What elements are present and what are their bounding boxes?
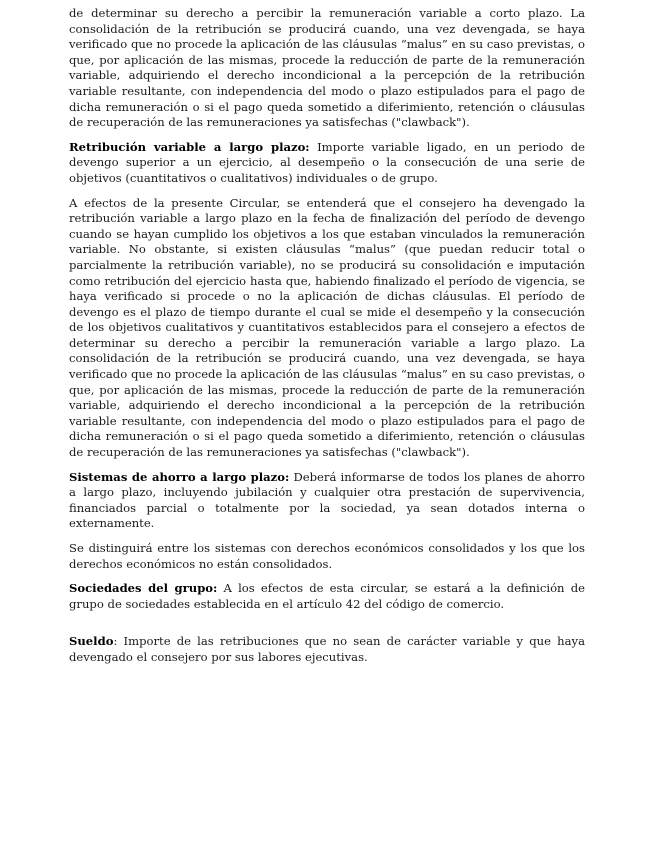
paragraph-salary <box>69 634 585 665</box>
definition-long-term-variable: Importe variable ligado, en un periodo de devengo superior a un ejercicio, al desempeño o la consecución de una serie de objetivos (cuantitativos o cualitativos) individuales o de grupo. <box>69 139 586 185</box>
definition-savings-systems: Deberá informarse de todos los planes de ahorro a largo plazo, incluyendo jubilación y cualquier otra prestación de supervivencia, financiados parcial o totalmente por la sociedad, ya sean dotados interna o externamente. <box>69 469 585 531</box>
paragraph-long-term-variable <box>69 140 585 187</box>
document-page <box>69 6 585 675</box>
term-group-companies: Sociedades del grupo: <box>69 581 218 596</box>
definition-group-companies: A los efectos de esta circular, se estará a la definición de grupo de sociedades establecida en el artículo 42 del código de comercio. <box>69 581 585 611</box>
paragraph-group-companies <box>69 581 585 612</box>
paragraph-short-term-consolidation: de determinar su derecho a percibir la remuneración variable a corto plazo. La consolidación de la retribución se producirá cuando, una vez devengada, se haya verificado que no procede la aplicación de las cláusulas “malus” en su caso previstas, o que, por aplicación de las mismas, procede la reducción de parte de la remuneración variable, adquiriendo el derecho incondicional a la percepción de la retribución variable resultante, con independencia del modo o plazo estipulados para el pago de dicha remuneración o si el pago queda sometido a diferimiento, retención o cláusulas de recuperación de las remuneraciones ya satisfechas ("clawback"). <box>69 6 585 130</box>
term-savings-systems: Sistemas de ahorro a largo plazo: <box>69 469 290 484</box>
paragraph-long-term-accrual: A efectos de la presente Circular, se entenderá que el consejero ha devengado la retribución variable a largo plazo en la fecha de finalización del período de devengo cuando se hayan cumplido los objetivos a los que estaban vinculados la remuneración variable. No obstante, si existen cláusulas “malus” (que puedan reducir total o parcialmente la retribución variable), no se producirá su consolidación e imputación como retribución del ejercicio hasta que, habiendo finalizado el período de vigencia, se haya verificado si procede o no la aplicación de dichas cláusulas. El período de devengo es el plazo de tiempo durante el cual se mide el desempeño y la consecución de los objetivos cualitativos y cuantitativos establecidos para el consejero a efectos de determinar su derecho a percibir la remuneración variable a largo plazo. La consolidación de la retribución se producirá cuando, una vez devengada, se haya verificado que no procede la aplicación de las cláusulas “malus” en su caso previstas, o que, por aplicación de las mismas, procede la reducción de parte de la remuneración variable, adquiriendo el derecho incondicional a la percepción de la retribución variable resultante, con independencia del modo o plazo estipulados para el pago de dicha remuneración o si el pago queda sometido a diferimiento, retención o cláusulas de recuperación de las remuneraciones ya satisfechas ("clawback"). <box>69 195 585 460</box>
paragraph-consolidated-rights: Se distinguirá entre los sistemas con derechos económicos consolidados y los que los derechos económicos no están consolidados. <box>69 541 585 571</box>
term-long-term-variable: Retribución variable a largo plazo: <box>69 139 310 154</box>
term-salary: Sueldo <box>69 634 114 649</box>
definition-salary: : Importe de las retribuciones que no sean de carácter variable y que haya devengado el consejero por sus labores ejecutivas. <box>69 634 585 664</box>
paragraph-savings-systems <box>69 470 585 532</box>
